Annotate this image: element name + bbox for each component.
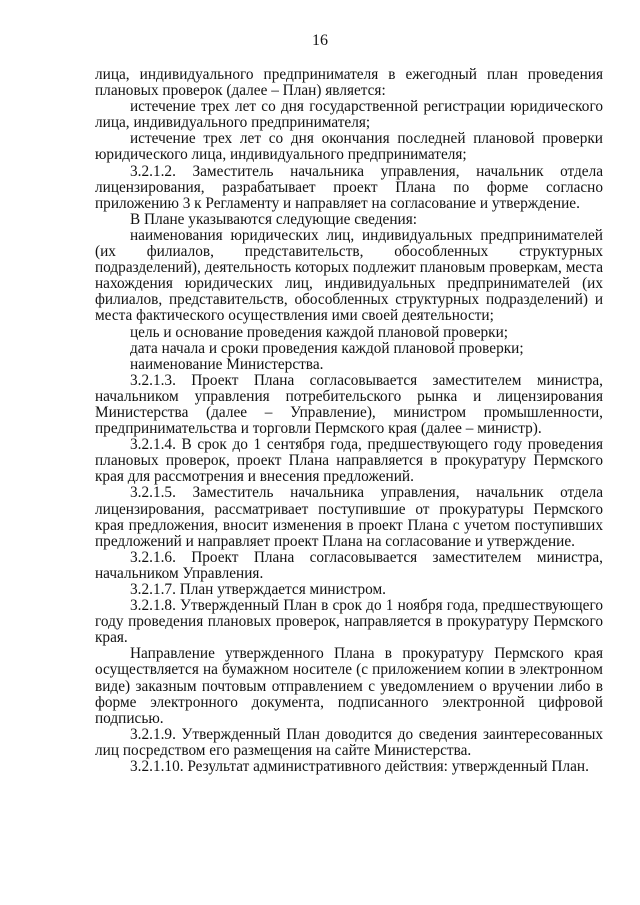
paragraph: 3.2.1.9. Утвержденный План доводится до сведения заинтересованных лиц посредством его размещения на сайте Министерства. bbox=[95, 725, 603, 759]
paragraph: 3.2.1.8. Утвержденный План в срок до 1 ноября года, предшествующего году проведения плановых проверок, направляется в прокуратуру Пермского края. bbox=[95, 597, 603, 647]
paragraph: 3.2.1.3. Проект Плана согласовывается заместителем министра, начальником управления потребительского рынка и лицензирования Министерства (далее – Управление), министром промышленности, предпринимательства и торговли Пермского края (далее – министр). bbox=[95, 371, 603, 438]
paragraph: истечение трех лет со дня государственной регистрации юридического лица, индивидуального предпринимателя; bbox=[95, 98, 603, 132]
paragraph: наименование Министерства. bbox=[130, 355, 324, 373]
paragraph: 3.2.1.4. В срок до 1 сентября года, предшествующего году проведения плановых проверок, проект Плана направляется в прокуратуру Пермского края для рассмотрения и внесения предложений. bbox=[95, 436, 603, 486]
paragraph: Направление утвержденного Плана в прокуратуру Пермского края осуществляется на бумажном носителе (с приложением копии в электронном виде) заказным почтовым отправлением с уведомлением о вручении либо в форме электронного документа, подписанного электронной цифровой подписью. bbox=[95, 645, 603, 727]
paragraph: 3.2.1.5. Заместитель начальника управления, начальник отдела лицензирования, рассматривает поступившие от прокуратуры Пермского края предложения, вносит изменения в проект Плана с учетом поступивших предложений и направляет проект Плана на согласование и утверждение. bbox=[95, 484, 603, 550]
document-body bbox=[95, 67, 603, 775]
paragraph: истечение трех лет со дня окончания последней плановой проверки юридического лица, индивидуального предпринимателя; bbox=[95, 130, 603, 164]
paragraph: лица, индивидуального предпринимателя в ежегодный план проведения плановых проверок (далее – План) является: bbox=[95, 66, 603, 100]
paragraph: 3.2.1.6. Проект Плана согласовывается заместителем министра, начальником Управления. bbox=[95, 548, 603, 582]
paragraph: 3.2.1.2. Заместитель начальника управления, начальник отдела лицензирования, разрабатывает проект Плана по форме согласно приложению 3 к Регламенту и направляет на согласование и утверждение. bbox=[95, 162, 603, 212]
paragraph: 3.2.1.7. План утверждается министром. bbox=[130, 581, 386, 598]
paragraph: 3.2.1.10. Результат административного действия: утвержденный План. bbox=[130, 758, 589, 776]
paragraph: В Плане указываются следующие сведения: bbox=[130, 210, 418, 228]
paragraph: цель и основание проведения каждой плановой проверки; bbox=[130, 323, 509, 341]
paragraph: дата начала и сроки проведения каждой плановой проверки; bbox=[130, 339, 524, 357]
page-number: 16 bbox=[312, 32, 328, 49]
paragraph: наименования юридических лиц, индивидуальных предпринимателей (их филиалов, представительств, обособленных структурных подразделений), деятельность которых подлежит плановым проверкам, места нахождения юридических лиц, индивидуальных предпринимателей (их филиалов, представительств, обособленных структурных подразделений) и места фактического осуществления ими своей деятельности; bbox=[95, 226, 603, 325]
